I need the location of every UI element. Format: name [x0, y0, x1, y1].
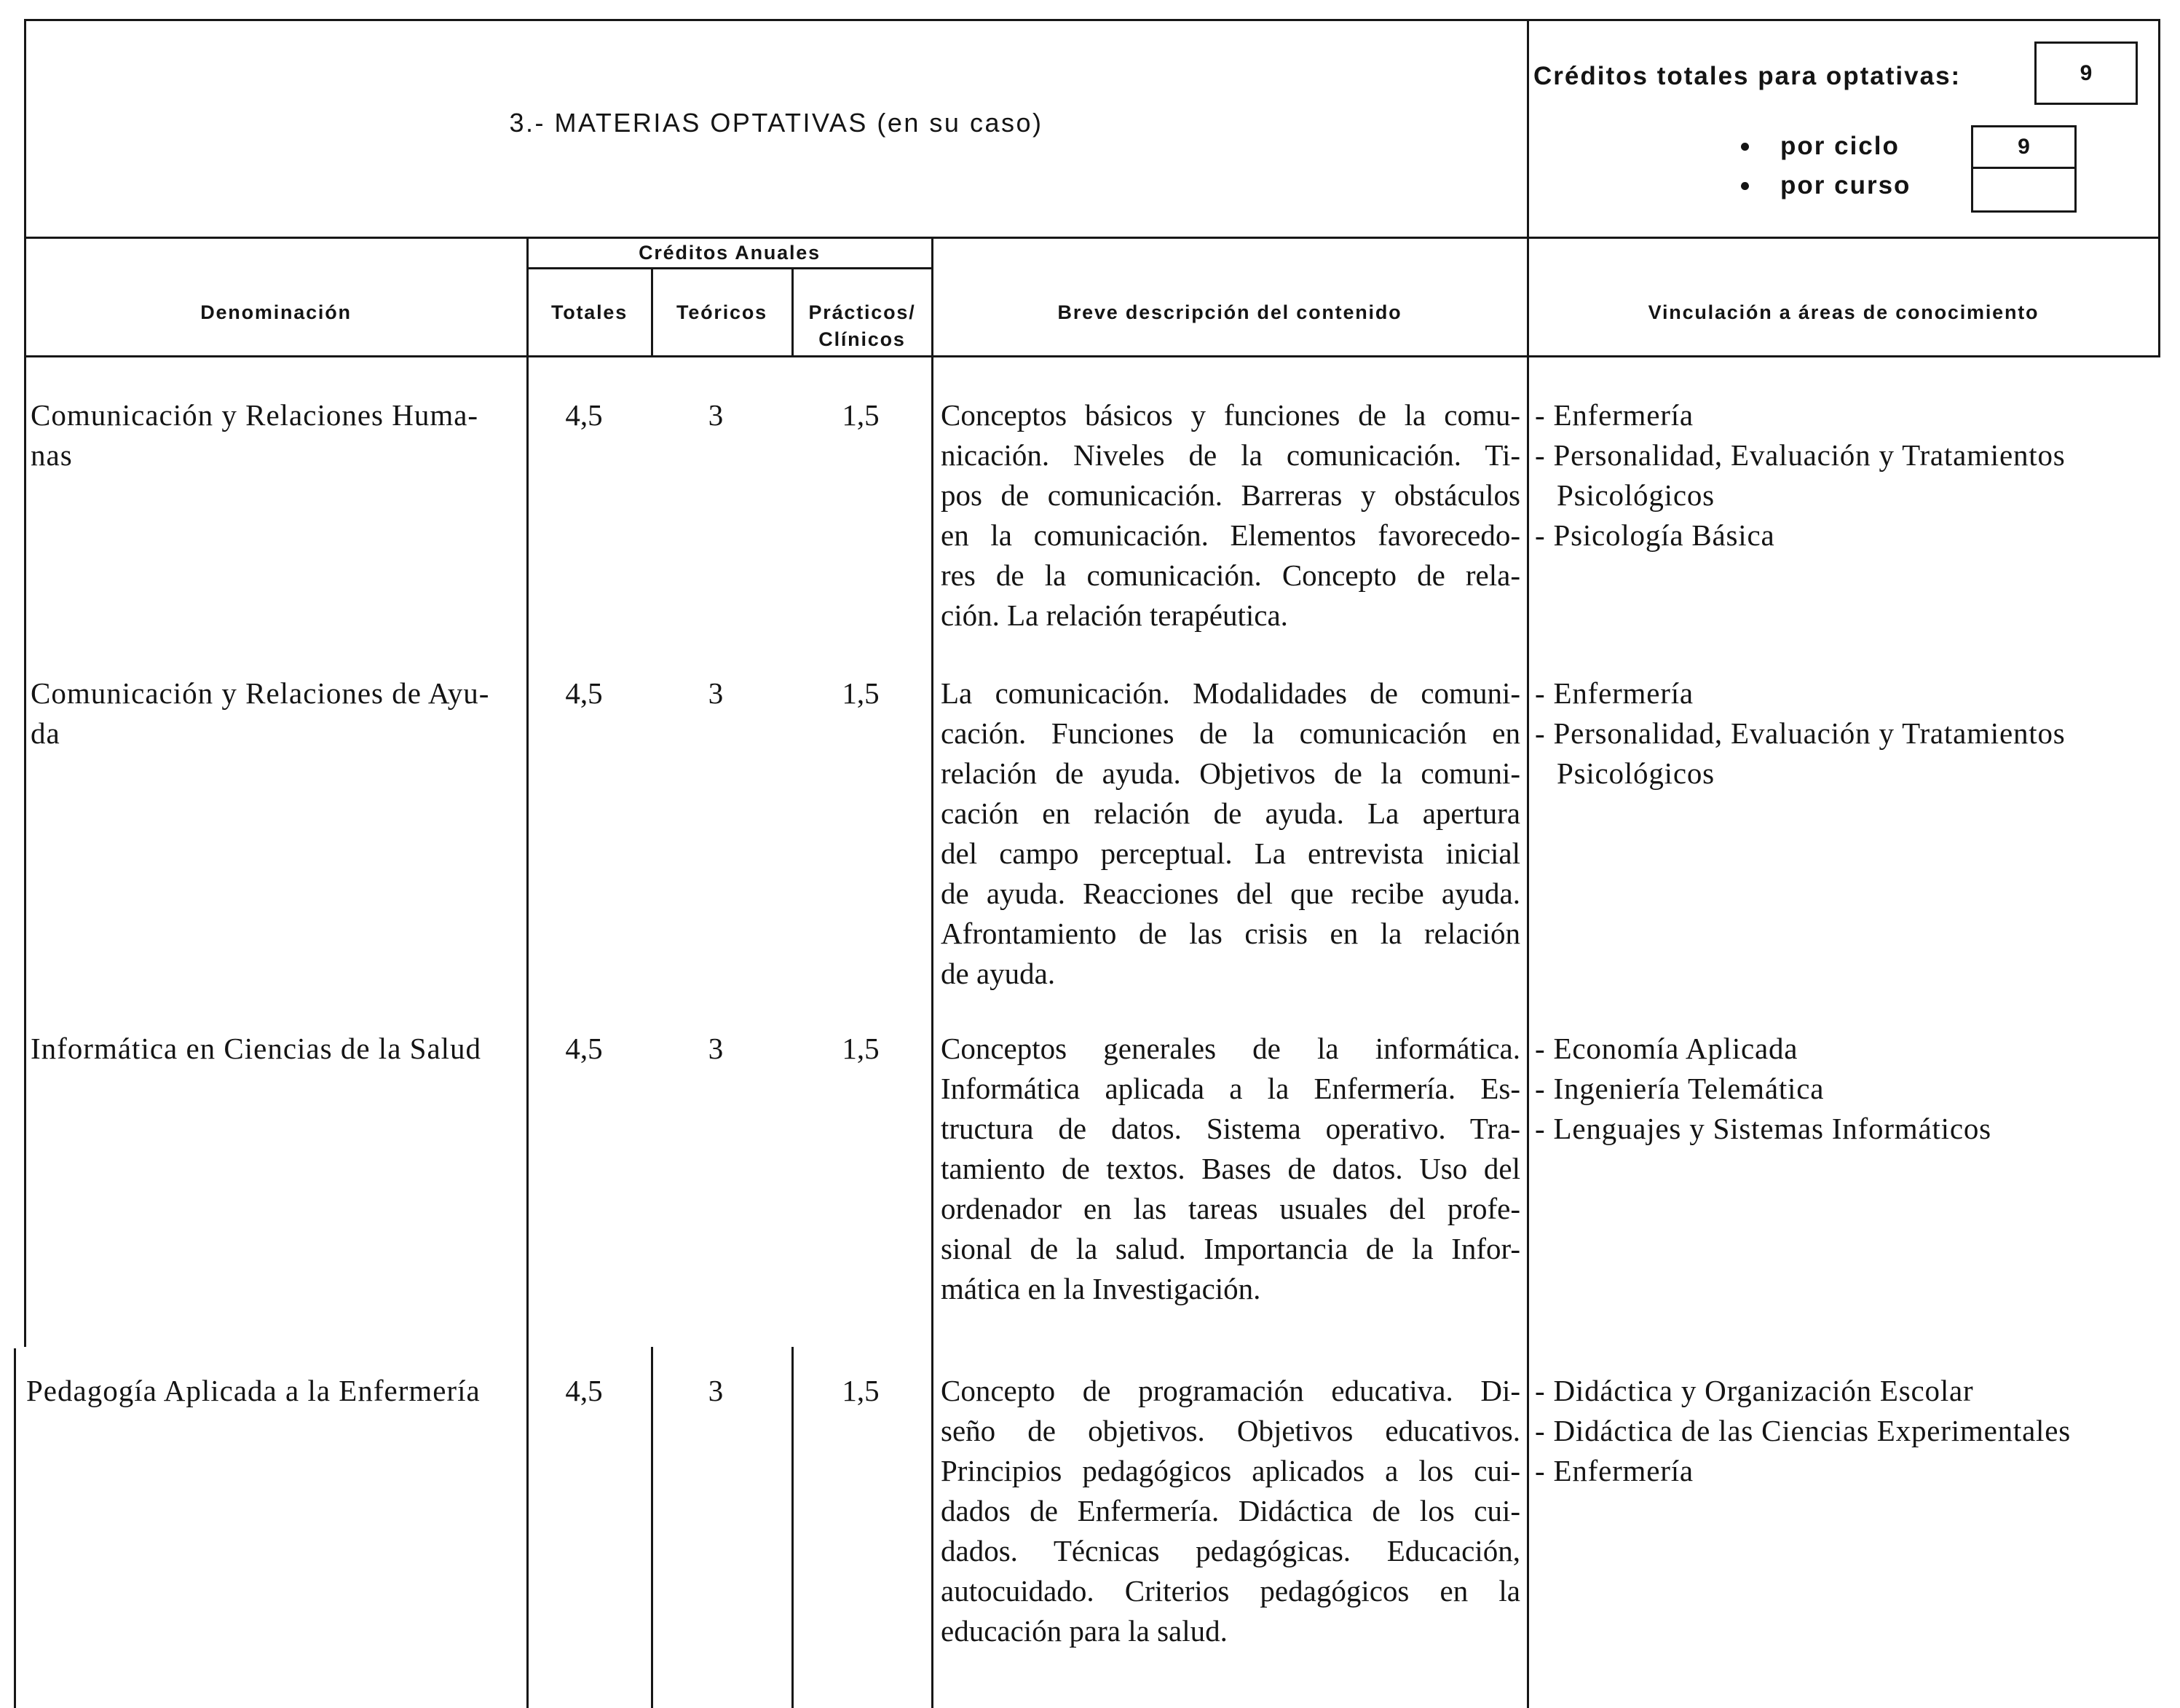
column-header-denominacion: Denominación	[200, 301, 352, 323]
bullet-icon	[1736, 171, 1753, 200]
content-description-line: Conceptos básicos y funciones de la comu-	[941, 398, 1520, 432]
content-description-line: cación en relación de ayuda. La apertura	[941, 796, 1520, 830]
column-header-practicos	[792, 299, 932, 353]
knowledge-area-line: Psicológicos	[1557, 756, 1715, 790]
per-cycle-box	[1971, 125, 2077, 169]
knowledge-area-line: - Economía Aplicada	[1535, 1032, 1798, 1065]
knowledge-area-item	[1535, 515, 2147, 556]
knowledge-area-line: - Personalidad, Evaluación y Tratamientos	[1535, 438, 2066, 472]
content-description-line: ción. La relación terapéutica.	[941, 598, 1288, 632]
knowledge-area-item	[1535, 1371, 2147, 1411]
knowledge-area-item	[1535, 673, 2147, 713]
knowledge-area-item	[1535, 435, 2147, 515]
table-rule-top	[24, 19, 2160, 21]
content-description-line: tructura de datos. Sistema operativo. Tra-	[941, 1112, 1520, 1145]
subject-name-line: Pedagogía Aplicada a la Enfermería	[26, 1374, 481, 1407]
table-row	[0, 395, 2180, 632]
content-description-line: mática en la Investigación.	[941, 1272, 1261, 1305]
table-row	[0, 673, 2180, 990]
table-rule-header-bottom	[24, 237, 2160, 239]
knowledge-areas	[1535, 1029, 2147, 1149]
subject-name-line: Comunicación y Relaciones de Ayu-	[31, 676, 490, 710]
table-rule-left	[24, 19, 26, 1347]
subject-name-line: da	[31, 716, 60, 750]
credits-theory: 3	[708, 398, 724, 432]
total-credits-box	[2034, 41, 2138, 105]
knowledge-area-line: - Psicología Básica	[1535, 518, 1775, 552]
knowledge-area-line: - Enfermería	[1535, 398, 1694, 432]
table-rule-left-lower	[14, 1348, 16, 1708]
bullet-icon	[1736, 132, 1753, 161]
total-credits-label: Créditos totales para optativas:	[1533, 62, 1962, 90]
content-description-line: Conceptos generales de la informática.	[941, 1032, 1520, 1065]
content-description-line: autocuidado. Criterios pedagógicos en la	[941, 1574, 1520, 1608]
subject-name	[31, 673, 518, 754]
column-header-vinculacion: Vinculación a áreas de conocimiento	[1648, 301, 2039, 323]
content-description-line: del campo perceptual. La entrevista inicial	[941, 837, 1520, 870]
table-rule-col-descripcion	[931, 237, 933, 1708]
per-course-label: por curso	[1780, 171, 1911, 199]
knowledge-area-item	[1535, 1451, 2147, 1491]
credits-theory: 3	[708, 1374, 724, 1407]
per-course-box	[1971, 167, 2077, 213]
credits-total: 4,5	[565, 1032, 603, 1065]
credits-practice: 1,5	[842, 676, 880, 710]
subject-name	[31, 1029, 518, 1069]
subject-name	[31, 395, 518, 475]
content-description	[941, 395, 1520, 636]
credits-total: 4,5	[565, 398, 603, 432]
credits-total: 4,5	[565, 1374, 603, 1407]
credits-total: 4,5	[565, 676, 603, 710]
column-header-creditos-anuales: Créditos Anuales	[639, 242, 821, 264]
knowledge-areas	[1535, 673, 2147, 794]
content-description-line: dados. Técnicas pedagógicas. Educación,	[941, 1534, 1520, 1567]
content-description-line: Afrontamiento de las crisis en la relación	[941, 917, 1520, 950]
knowledge-area-line: - Enfermería	[1535, 1454, 1694, 1487]
content-description	[941, 673, 1520, 994]
knowledge-area-line: - Didáctica de las Ciencias Experimentales	[1535, 1414, 2072, 1447]
content-description-line: Principios pedagógicos aplicados a los cui-	[941, 1454, 1520, 1487]
table-row	[0, 1371, 2180, 1648]
column-header-practicos-line: Prácticos/	[808, 301, 916, 323]
subject-name-line: Informática en Ciencias de la Salud	[31, 1032, 482, 1065]
content-description-line: seño de objetivos. Objetivos educativos.	[941, 1414, 1520, 1447]
content-description-line: de ayuda.	[941, 957, 1056, 990]
content-description-line: cación. Funciones de la comunicación en	[941, 716, 1520, 750]
content-description-line: La comunicación. Modalidades de comuni-	[941, 676, 1520, 710]
content-description-line: pos de comunicación. Barreras y obstáculos	[941, 478, 1520, 512]
content-description-line: ordenador en las tareas usuales del profe-	[941, 1192, 1520, 1225]
content-description-line: tamiento de textos. Bases de datos. Uso del	[941, 1152, 1520, 1185]
knowledge-area-item	[1535, 713, 2147, 794]
knowledge-areas	[1535, 1371, 2147, 1491]
content-description-line: en la comunicación. Elementos favorecedo-	[941, 518, 1520, 552]
table-rule-column-header-bottom	[24, 355, 2160, 357]
content-description-line: dados de Enfermería. Didáctica de los cui-	[941, 1494, 1520, 1527]
table-rule-col-vinculacion	[1527, 19, 1529, 1708]
knowledge-area-line: - Enfermería	[1535, 676, 1694, 710]
credits-practice: 1,5	[842, 398, 880, 432]
per-cycle-value: 9	[2018, 135, 2030, 159]
knowledge-area-item	[1535, 1069, 2147, 1109]
knowledge-areas	[1535, 395, 2147, 556]
per-cycle-label: por ciclo	[1780, 132, 1900, 160]
content-description	[941, 1029, 1520, 1309]
content-description-line: relación de ayuda. Objetivos de la comuni-	[941, 756, 1520, 790]
subject-name-line: nas	[31, 438, 73, 472]
knowledge-area-line: - Ingeniería Telemática	[1535, 1072, 1825, 1105]
column-header-teoricos: Teóricos	[676, 301, 767, 323]
content-description-line: de ayuda. Reacciones del que recibe ayuda.	[941, 877, 1520, 910]
credits-theory: 3	[708, 1032, 724, 1065]
credits-practice: 1,5	[842, 1032, 880, 1065]
column-header-totales: Totales	[550, 301, 628, 323]
content-description-line: Concepto de programación educativa. Di-	[941, 1374, 1520, 1407]
knowledge-area-item	[1535, 395, 2147, 435]
table-rule-credits-group	[526, 267, 933, 269]
content-description-line: nicación. Niveles de la comunicación. Ti-	[941, 438, 1520, 472]
knowledge-area-line: - Lenguajes y Sistemas Informáticos	[1535, 1112, 1991, 1145]
table-rule-col-totales	[526, 237, 529, 1708]
section-title: 3.- MATERIAS OPTATIVAS (en su caso)	[509, 108, 1043, 138]
content-description-line: educación para la salud.	[941, 1614, 1228, 1648]
knowledge-area-item	[1535, 1029, 2147, 1069]
column-header-practicos-line: Clínicos	[818, 328, 906, 350]
knowledge-area-item	[1535, 1411, 2147, 1451]
column-header-descripcion: Breve descripción del contenido	[1057, 301, 1402, 323]
subject-name	[26, 1371, 514, 1411]
subject-name-line: Comunicación y Relaciones Huma-	[31, 398, 479, 432]
knowledge-area-item	[1535, 1109, 2147, 1149]
credits-theory: 3	[708, 676, 724, 710]
knowledge-area-line: - Personalidad, Evaluación y Tratamientos	[1535, 716, 2066, 750]
total-credits-value: 9	[2080, 60, 2093, 85]
content-description	[941, 1371, 1520, 1651]
content-description-line: Informática aplicada a la Enfermería. Es-	[941, 1072, 1520, 1105]
knowledge-area-line: - Didáctica y Organización Escolar	[1535, 1374, 1974, 1407]
content-description-line: sional de la salud. Importancia de la Infor-	[941, 1232, 1520, 1265]
knowledge-area-line: Psicológicos	[1557, 478, 1715, 512]
credits-practice: 1,5	[842, 1374, 880, 1407]
content-description-line: res de la comunicación. Concepto de rela-	[941, 558, 1520, 592]
